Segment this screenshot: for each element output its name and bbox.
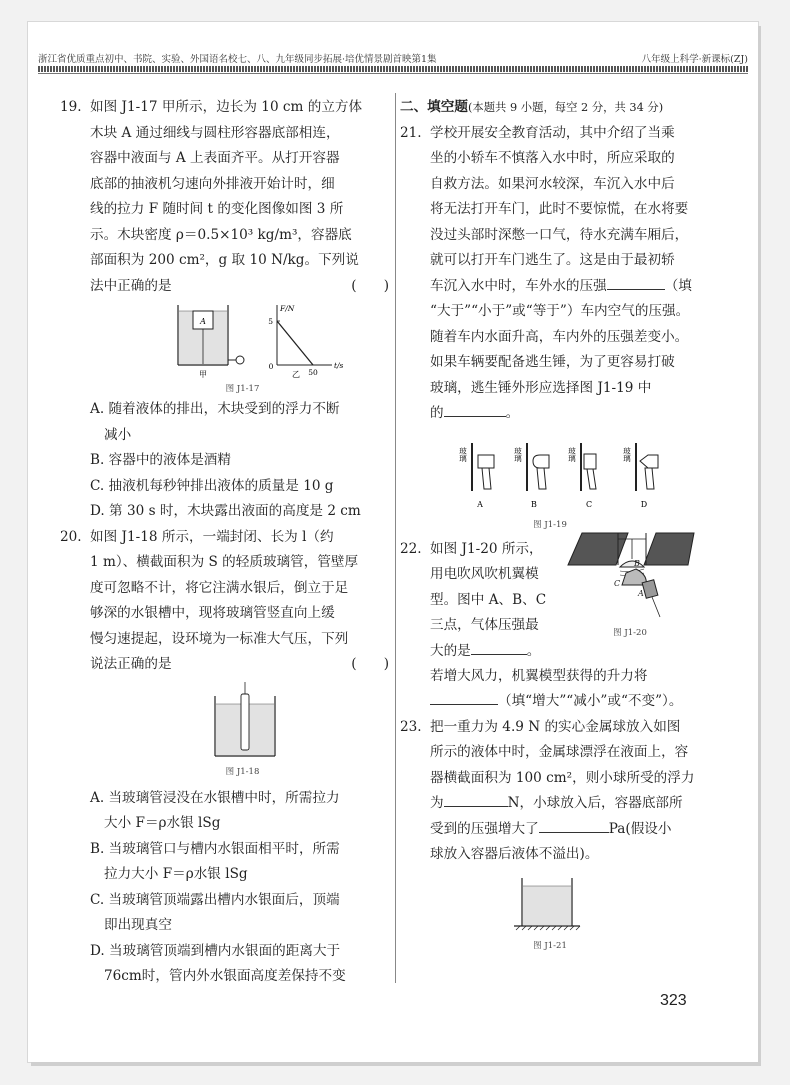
figure-j1-20-drawing (560, 525, 700, 635)
glass-label: 玻璃 (513, 446, 523, 462)
figure-j1-19 (400, 427, 700, 537)
hammer-option-c (581, 443, 596, 491)
option-b: B. 容器中的液体是酒精 (90, 452, 231, 468)
q19-line: 木块 A 通过细线与圆柱形容器底部相连， (90, 124, 340, 141)
q21-line: 随着车内水面升高，车内外的压强差变小。 (430, 328, 689, 345)
q21-text: 。 (505, 405, 520, 421)
question-number: 21. (400, 124, 422, 141)
glass-label: 玻璃 (458, 446, 468, 462)
wing-model (620, 561, 644, 567)
hammer-option-d (636, 443, 658, 491)
q22-line: 用电吹风吹机翼模 (430, 566, 539, 582)
figure-j1-18-drawing (90, 678, 395, 773)
q20-line: 慢匀速提起，设环境为一标准大气压，下列 (90, 630, 349, 647)
header-rule (38, 66, 748, 72)
label-block-a: A (200, 317, 206, 326)
q19-line (90, 274, 395, 300)
axis-y-label: F/N (280, 304, 295, 313)
tick-50: 50 (308, 368, 318, 377)
q20-line (90, 652, 395, 678)
q21-line: 就可以打开车门逃生了。这是由于最初轿 (430, 252, 675, 268)
section-note: (本题共 9 小题，每空 2 分，共 34 分) (467, 100, 664, 114)
question-number: 19. (60, 99, 82, 115)
answer-blank[interactable] (607, 289, 665, 290)
answer-blank[interactable] (444, 416, 506, 417)
option-label-b: B (531, 499, 537, 509)
hammer-option-a (472, 443, 494, 491)
graph-yi (277, 305, 332, 365)
figure-caption: 图 J1-19 (533, 519, 567, 530)
answer-blank[interactable] (430, 704, 498, 705)
question-19 (60, 95, 395, 525)
q23-text: N，小球放入后，容器底部所 (507, 795, 683, 811)
q23-line (430, 817, 700, 843)
q19-line: 底部的抽液机匀速向外排液开始计时，细 (90, 175, 335, 192)
option-d: D. 当玻璃管顶端到槽内水银面的距离大于 (90, 942, 341, 959)
header-right: 八年级上科学·新课标(ZJ) (641, 54, 748, 65)
q22-text: （填“增大”“减小”或“不变”）。 (498, 693, 683, 709)
figure-caption: 图 J1-20 (613, 627, 647, 638)
q21-line: 自救方法。如果河水较深，车沉入水中后 (430, 175, 675, 192)
header-left: 浙江省优质重点初中、书院、实验、外国语名校七、八、九年级同步拓展·培优情景剧首映第1集 (38, 54, 437, 65)
question-21 (400, 121, 700, 537)
q23-text: 受到的压强增大了 (430, 820, 539, 837)
option-a: A. 随着液体的排出，木块受到的浮力不断 (90, 401, 340, 417)
figure-j1-19-drawing (400, 427, 700, 523)
column-divider (395, 93, 396, 983)
q22-line: 型。图中 A、B、C (430, 591, 547, 608)
q21-line: 坐的小轿车不慎落入水中时，所应采取的 (430, 150, 675, 166)
q21-line: “大于”“小于”或“等于”）车内空气的压强。 (430, 303, 690, 319)
q23-line: 球放入容器后液体不溢出)。 (430, 846, 599, 862)
option-label-c: C (585, 499, 593, 509)
option-d: D. 第 30 s 时，木块露出液面的高度是 2 cm (90, 503, 361, 519)
q22-text: 。 (526, 642, 541, 659)
answer-paren: ( ) (351, 656, 389, 672)
q20-line: 如图 J1-18 所示，一端封闭、长为 l（约 (90, 528, 334, 545)
figure-caption: 图 J1-18 (225, 766, 260, 777)
q23-text: 为 (430, 795, 444, 811)
question-number: 23. (400, 718, 422, 735)
answer-blank[interactable] (539, 832, 609, 833)
answer-paren: ( ) (351, 277, 389, 294)
q19-line: 如图 J1-17 甲所示，边长为 10 cm 的立方体 (90, 99, 363, 115)
q21-line (430, 274, 700, 300)
figure-j1-20 (560, 525, 700, 650)
q23-line: 所示的液体中时，金属球漂浮在液面上，容 (430, 744, 689, 760)
point-label-b: B (634, 558, 640, 568)
q23-line: 器横截面积为 100 cm²，则小球所受的浮力 (430, 769, 695, 786)
origin-label: 0 (268, 362, 274, 371)
figure-j1-18 (90, 678, 395, 786)
q20-stem-end: 说法正确的是 (90, 656, 172, 672)
figure-caption: 图 J1-21 (533, 940, 567, 951)
option-a-cont: 减小 (104, 426, 132, 443)
option-b-cont: 拉力大小 F＝ρ水银 lSg (104, 866, 248, 882)
liquid (523, 886, 571, 925)
q22-text: 大的是 (430, 642, 471, 659)
option-c: C. 当玻璃管顶端露出槽内水银面后，顶端 (90, 891, 340, 908)
q20-line: 度可忽略不计，将它注满水银后，倒立于足 (90, 579, 349, 596)
q23-line: 把一重力为 4.9 N 的实心金属球放入如图 (430, 718, 681, 735)
answer-blank[interactable] (444, 806, 508, 807)
tick-5: 5 (268, 317, 273, 326)
q19-line: 示。木块密度 ρ＝0.5×10³ kg/m³，容器底 (90, 226, 352, 243)
q20-line: 够深的水银槽中，现将玻璃管竖直向上缓 (90, 605, 335, 621)
force-line (277, 321, 313, 365)
glass-tube (241, 694, 249, 750)
question-number: 22. (400, 540, 422, 557)
q21-text: 车沉入水中时，车外水的压强 (430, 277, 607, 294)
q21-line: 玻璃，逃生锤外形应选择图 J1-19 中 (430, 379, 652, 396)
page-number: 323 (660, 992, 687, 1009)
option-label-d: D (640, 499, 648, 509)
option-c-cont: 即出现真空 (104, 917, 172, 933)
section-heading (400, 95, 700, 121)
option-a-cont: 大小 F＝ρ水银 lSg (104, 815, 221, 831)
glass-label: 玻璃 (567, 446, 577, 462)
left-column (60, 95, 395, 990)
q19-line: 部面积为 200 cm²，g 取 10 N/kg。下列说 (90, 252, 359, 268)
label-jia: 甲 (199, 370, 207, 379)
figure-j1-17 (90, 299, 395, 397)
q21-text: （填 (664, 277, 692, 294)
table-right (644, 533, 694, 565)
q21-line: 没过头部时深憋一口气，待水充满车厢后， (430, 226, 689, 243)
section-title: 二、填空题 (400, 99, 468, 115)
question-number: 20. (60, 528, 82, 545)
q22-line (430, 689, 700, 715)
container-jia (178, 305, 244, 365)
option-c: C. 抽液机每秒钟排出液体的质量是 10 g (90, 477, 334, 494)
table-left (568, 533, 628, 565)
question-23 (400, 715, 700, 956)
option-label-a: A (477, 499, 483, 509)
q22-line: 三点，气体压强最 (430, 617, 539, 633)
figure-j1-21 (400, 868, 700, 956)
q21-line: 如果车辆要配备逃生锤，为了更容易打破 (430, 354, 675, 370)
option-d-cont: 76cm时，管内外水银面高度差保持不变 (104, 968, 346, 984)
label-yi: 乙 (292, 370, 300, 379)
q21-line: 将无法打开车门，此时不要惊慌，在水将要 (430, 201, 689, 217)
q22-block (430, 537, 700, 664)
q22-line: 若增大风力，机翼模型获得的升力将 (430, 667, 648, 684)
question-20 (60, 525, 395, 990)
point-label-a: A (638, 588, 644, 598)
q23-text: Pa(假设小 (608, 820, 672, 837)
axis-x-label: t/s (334, 361, 344, 370)
q22-line: 如图 J1-20 所示， (430, 540, 543, 557)
glass-label: 玻璃 (622, 446, 632, 462)
q21-line: 学校开展安全教育活动，其中介绍了当乘 (430, 124, 675, 141)
q19-line: 容器中液面与 A 上表面齐平。从打开容器 (90, 150, 340, 166)
figure-j1-21-drawing (400, 868, 700, 944)
right-column (400, 95, 700, 956)
q20-line: 1 m）、横截面积为 S 的轻质玻璃管，管壁厚 (90, 554, 359, 570)
answer-blank[interactable] (471, 654, 527, 655)
question-22 (400, 537, 700, 715)
option-b: B. 当玻璃管口与槽内水银面相平时，所需 (90, 840, 340, 857)
q23-line (430, 791, 700, 817)
figure-caption: 图 J1-17 (225, 384, 260, 394)
option-a: A. 当玻璃管浸没在水银槽中时，所需拉力 (90, 789, 340, 806)
hammer-option-b (527, 443, 549, 491)
q19-line: 线的拉力 F 随时间 t 的变化图像如图 3 所 (90, 201, 344, 217)
q21-line (430, 401, 700, 427)
q21-text: 的 (430, 405, 444, 421)
q19-stem-end: 法中正确的是 (90, 277, 172, 294)
point-label-c: C (614, 578, 621, 588)
header-rule-thin (38, 73, 748, 74)
running-header (38, 48, 748, 66)
